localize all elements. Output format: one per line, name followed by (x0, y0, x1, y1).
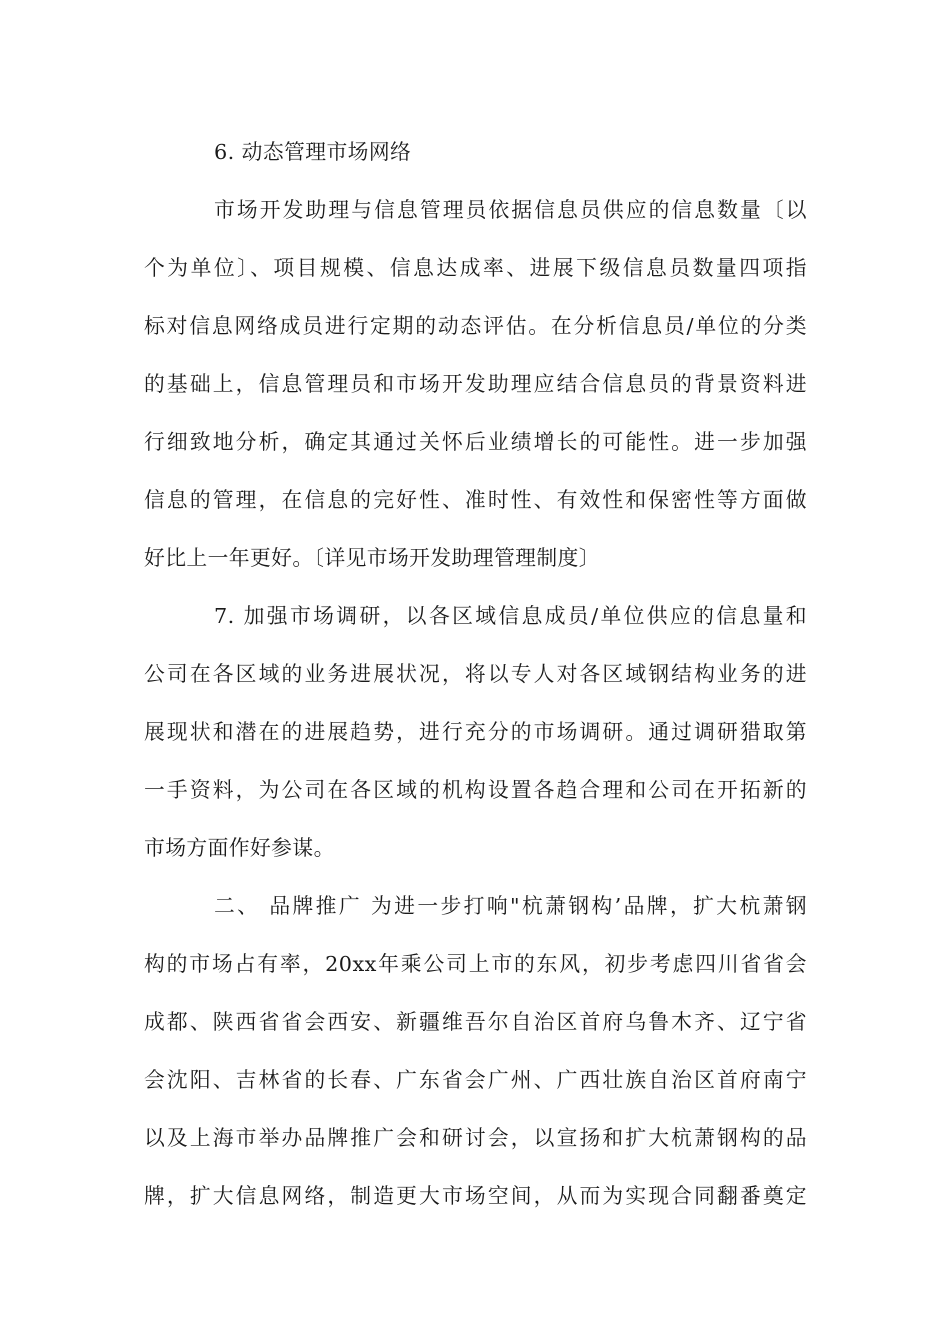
paragraph-line: 市场方面作好参谋。 (144, 836, 335, 860)
paragraph-line: 行细致地分析，确定其通过关怀后业绩增长的可能性。进一步加强 (144, 430, 807, 454)
paragraph-line: 牌，扩大信息网络，制造更大市场空间，从而为实现合同翻番奠定 (144, 1184, 807, 1208)
paragraph-line: 二、 品牌推广 为进一步打响"杭萧钢构’品牌，扩大杭萧钢 (214, 894, 807, 918)
paragraph-line: 标对信息网络成员进行定期的动态评估。在分析信息员/单位的分类 (144, 314, 807, 338)
paragraph-line: 公司在各区域的业务进展状况，将以专人对各区域钢结构业务的进 (144, 662, 807, 686)
paragraph-line: 会沈阳、吉林省的长春、广东省会广州、广西壮族自治区首府南宁 (144, 1068, 807, 1092)
paragraph-line: 个为单位〕、项目规模、信息达成率、进展下级信息员数量四项指 (144, 256, 807, 280)
paragraph-line: 构的市场占有率，20xx年乘公司上市的东风，初步考虑四川省省会 (144, 952, 807, 976)
paragraph-line: 7. 加强市场调研，以各区域信息成员/单位供应的信息量和 (214, 604, 807, 628)
paragraph-line: 展现状和潜在的进展趋势，进行充分的市场调研。通过调研猎取第 (144, 720, 807, 744)
paragraph-line: 市场开发助理与信息管理员依据信息员供应的信息数量〔以 (214, 198, 807, 222)
paragraph-line: 以及上海市举办品牌推广会和研讨会，以宣扬和扩大杭萧钢构的品 (144, 1126, 807, 1150)
section-heading: 6. 动态管理市场网络 (214, 140, 412, 164)
paragraph-line: 成都、陕西省省会西安、新疆维吾尔自治区首府乌鲁木齐、辽宁省 (144, 1010, 807, 1034)
paragraph-line: 一手资料，为公司在各区域的机构设置各趋合理和公司在开拓新的 (144, 778, 807, 802)
paragraph-line: 好比上一年更好。〔详见市场开发助理管理制度〕 (144, 546, 600, 570)
paragraph-line: 的基础上，信息管理员和市场开发助理应结合信息员的背景资料进 (144, 372, 807, 396)
paragraph-line: 信息的管理，在信息的完好性、准时性、有效性和保密性等方面做 (144, 488, 807, 512)
